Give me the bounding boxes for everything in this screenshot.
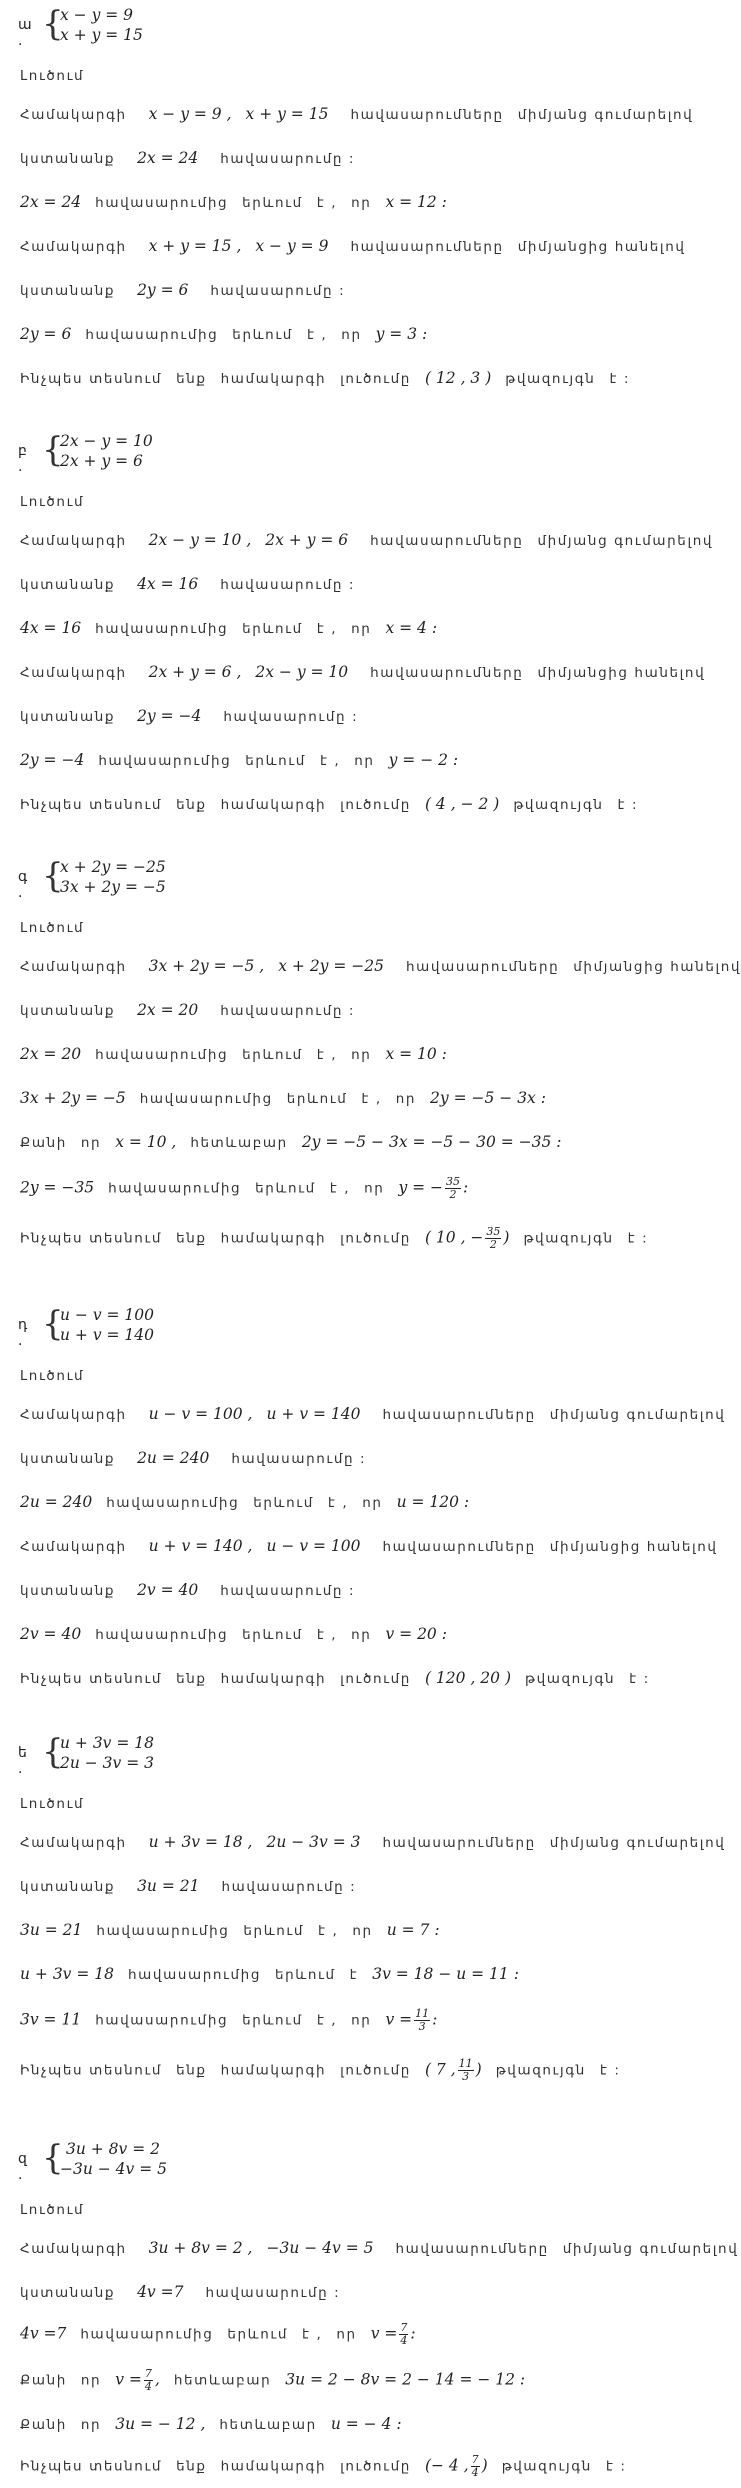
step-line: 3v = 11 հավասարումից երևում է , որ v = $\frac{11}{3}$ : xyxy=(20,2007,438,2033)
left-brace-icon: { xyxy=(42,430,64,470)
fraction: $\frac{11}{3}$ xyxy=(458,2057,473,2083)
solution-heading: Լուծում xyxy=(20,1368,85,1384)
system-equation-2: 2x + y = 6 xyxy=(60,452,143,470)
system-equation-2: x + y = 15 xyxy=(60,26,143,44)
step-line: 2x = 20 հավասարումից երևում է , որ x = 10 : xyxy=(20,1045,447,1063)
step-line: կստանանք 2v = 40 հավասարումը : xyxy=(20,1581,356,1599)
answer-line: Ինչպես տեսնում ենք համակարգի լուծումը ( 4 , − 2 ) թվազույգն է : xyxy=(20,795,639,813)
left-brace-icon: { xyxy=(42,1732,64,1772)
system-equation-1: u − v = 100 xyxy=(60,1306,155,1324)
problem-label: դ . xyxy=(18,1317,28,1349)
left-brace-icon: { xyxy=(42,856,64,896)
problem-label: գ . xyxy=(18,869,28,901)
fraction: $\frac{35}{2}$ xyxy=(486,1225,501,1251)
step-line: 2y = −35 հավասարումից երևում է , որ y = − $\frac{35}{2}$ : xyxy=(20,1175,469,1201)
left-brace-icon: { xyxy=(42,1304,64,1344)
solution-heading: Լուծում xyxy=(20,2202,85,2218)
system-equation-2: 2u − 3v = 3 xyxy=(60,1754,155,1772)
step-line: կստանանք 3u = 21 հավասարումը : xyxy=(20,1877,357,1895)
step-line: Համակարգի 3x + 2y = −5 , x + 2y = −25 հավասարումները միմյանցից հանելով xyxy=(20,957,741,975)
fraction: $\frac{7}{4}$ xyxy=(471,2453,479,2479)
fraction: $\frac{11}{3}$ xyxy=(415,2007,430,2033)
step-line: կստանանք 2y = −4 հավասարումը : xyxy=(20,707,359,725)
step-line: 3u = 21 հավասարումից երևում է , որ u = 7 : xyxy=(20,1921,440,1939)
problem-label: ե . xyxy=(18,1745,27,1777)
answer-line: Ինչպես տեսնում ենք համակարգի լուծումը ( 10 , − $\frac{35}{2}$ ) թվազույգն է : xyxy=(20,1225,649,1251)
solution-heading: Լուծում xyxy=(20,68,85,84)
system-equation-2: −3u − 4v = 5 xyxy=(60,2160,167,2178)
step-line: Համակարգի 3u + 8v = 2 , −3u − 4v = 5 հավասարումները միմյանց գումարելով xyxy=(20,2239,739,2257)
step-line: 2u = 240 հավասարումից երևում է , որ u = 120 : xyxy=(20,1493,470,1511)
fraction: $\frac{7}{4}$ xyxy=(144,2367,152,2393)
problem-label: ա . xyxy=(18,17,32,49)
system-equation-1: x − y = 9 xyxy=(60,6,134,24)
step-line: Համակարգի u + v = 140 , u − v = 100 հավասարումները միմյանցից հանելով xyxy=(20,1537,718,1555)
system-equation-1: 3u + 8v = 2 xyxy=(66,2140,161,2158)
step-line: կստանանք 4v =7 հավասարումը : xyxy=(20,2283,341,2301)
step-line: Համակարգի x − y = 9 , x + y = 15 հավասարումները միմյանց գումարելով xyxy=(20,105,694,123)
step-line: Քանի որ v = $\frac{7}{4}$ , հետևաբար 3u = 2 − 8v = 2 − 14 = − 12 : xyxy=(20,2367,526,2393)
step-line: 4x = 16 հավասարումից երևում է , որ x = 4 : xyxy=(20,619,438,637)
step-line: կստանանք 2x = 20 հավասարումը : xyxy=(20,1001,356,1019)
solution-heading: Լուծում xyxy=(20,920,85,936)
step-line: 3x + 2y = −5 հավասարումից երևում է , որ 2y = −5 − 3x : xyxy=(20,1089,546,1107)
step-line: Համակարգի 2x − y = 10 , 2x + y = 6 հավասարումները միմյանց գումարելով xyxy=(20,531,714,549)
step-line: Համակարգի u + 3v = 18 , 2u − 3v = 3 հավասարումները միմյանց գումարելով xyxy=(20,1833,726,1851)
fraction: $\frac{35}{2}$ xyxy=(446,1175,461,1201)
step-line: 2y = 6 հավասարումից երևում է , որ y = 3 : xyxy=(20,325,428,343)
step-line: Համակարգի u − v = 100 , u + v = 140 հավասարումները միմյանց գումարելով xyxy=(20,1405,726,1423)
step-line: Քանի որ 3u = − 12 , հետևաբար u = − 4 : xyxy=(20,2415,402,2433)
answer-line: Ինչպես տեսնում ենք համակարգի լուծումը ( 12 , 3 ) թվազույգն է : xyxy=(20,369,631,387)
problem-label: զ . xyxy=(18,2151,27,2183)
answer-line: Ինչպես տեսնում ենք համակարգի լուծումը ( 120 , 20 ) թվազույգն է : xyxy=(20,1669,650,1687)
system-equation-2: u + v = 140 xyxy=(60,1326,155,1344)
step-line: 2y = −4 հավասարումից երևում է , որ y = − 2 : xyxy=(20,751,459,769)
left-brace-icon: { xyxy=(42,2138,64,2178)
system-equation-1: 2x − y = 10 xyxy=(60,432,153,450)
step-line: Քանի որ x = 10 , հետևաբար 2y = −5 − 3x = −5 − 30 = −35 : xyxy=(20,1133,562,1151)
system-equation-2: 3x + 2y = −5 xyxy=(60,878,166,896)
step-line: u + 3v = 18 հավասարումից երևում է 3v = 18 − u = 11 : xyxy=(20,1965,519,1983)
answer-line: Ինչպես տեսնում ենք համակարգի լուծումը (− 4 , $\frac{7}{4}$ ) թվազույգն է : xyxy=(20,2453,627,2479)
left-brace-icon: { xyxy=(42,4,64,44)
step-line: 4v =7 հավասարումից երևում է , որ v = $\frac{7}{4}$ : xyxy=(20,2321,416,2347)
problem-label: բ . xyxy=(18,443,27,475)
step-line: 2x = 24 հավասարումից երևում է , որ x = 12 : xyxy=(20,193,447,211)
step-line: կստանանք 2y = 6 հավասարումը : xyxy=(20,281,346,299)
answer-line: Ինչպես տեսնում ենք համակարգի լուծումը ( 7 , $\frac{11}{3}$ ) թվազույգն է : xyxy=(20,2057,621,2083)
solution-heading: Լուծում xyxy=(20,1796,85,1812)
step-line: 2v = 40 հավասարումից երևում է , որ v = 20 : xyxy=(20,1625,447,1643)
system-equation-1: x + 2y = −25 xyxy=(60,858,166,876)
system-equation-1: u + 3v = 18 xyxy=(60,1734,155,1752)
fraction: $\frac{7}{4}$ xyxy=(400,2321,408,2347)
step-line: Համակարգի 2x + y = 6 , 2x − y = 10 հավասարումները միմյանցից հանելով xyxy=(20,663,706,681)
step-line: կստանանք 4x = 16 հավասարումը : xyxy=(20,575,356,593)
step-line: Համակարգի x + y = 15 , x − y = 9 հավասարումները միմյանցից հանելով xyxy=(20,237,686,255)
step-line: կստանանք 2u = 240 հավասարումը : xyxy=(20,1449,367,1467)
solution-heading: Լուծում xyxy=(20,494,85,510)
step-line: կստանանք 2x = 24 հավասարումը : xyxy=(20,149,356,167)
